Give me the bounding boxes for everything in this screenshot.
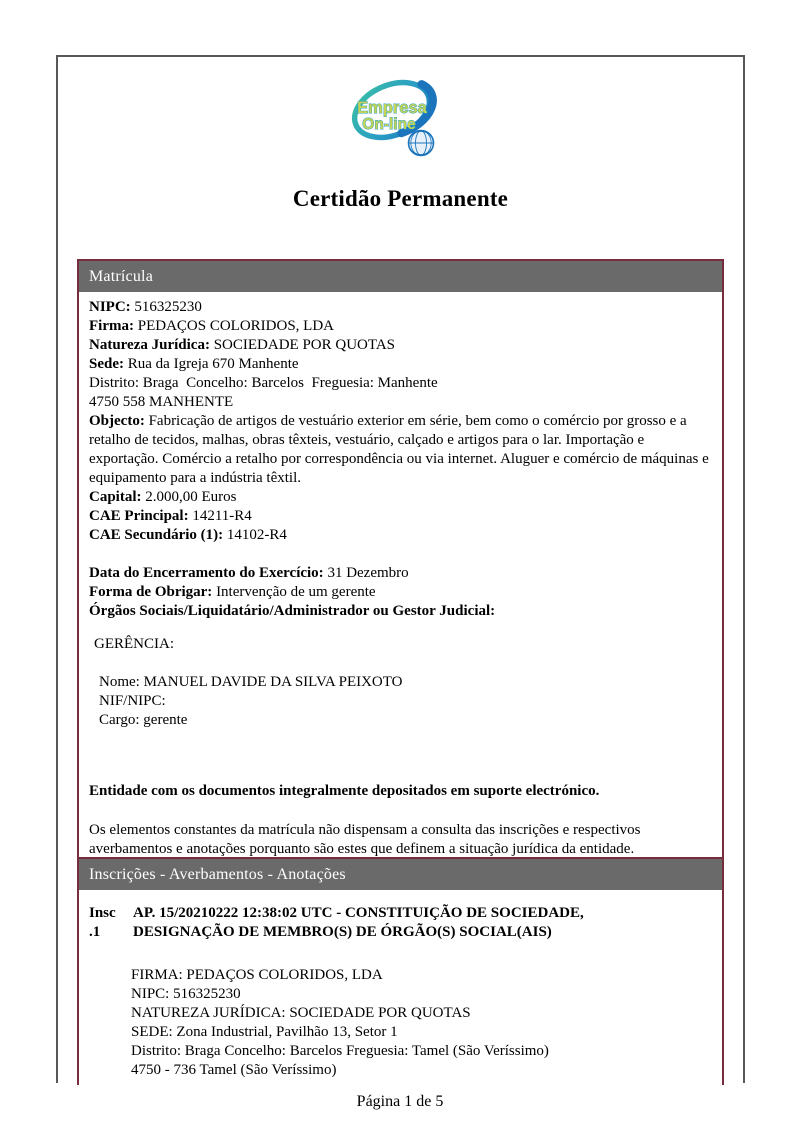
field-sede-label: Sede: xyxy=(89,356,124,372)
nota-elementos-matricula: Os elementos constantes da matrícula não dispensam a consulta das inscrições e respectivos averbamentos e anotações porquanto são estes que definem a situação jurídica da entidade. xyxy=(89,822,641,857)
field-capital-label: Capital: xyxy=(89,489,142,505)
field-capital-value: 2.000,00 Euros xyxy=(145,489,237,505)
field-nipc xyxy=(89,298,712,317)
field-nipc-value: 516325230 xyxy=(134,299,202,315)
inscricao-entry-title-line1: AP. 15/20210222 12:38:02 UTC - CONSTITUIÇÃO DE SOCIEDADE, xyxy=(133,905,584,921)
gerente-nif-nipc: NIF/NIPC: xyxy=(99,693,166,709)
field-firma-value: PEDAÇOS COLORIDOS, LDA xyxy=(137,318,335,334)
field-cae-secundario xyxy=(89,526,712,545)
detail-natureza-juridica: NATUREZA JURÍDICA: SOCIEDADE POR QUOTAS xyxy=(131,1005,471,1021)
inscricao-entry-id-line2: .1 xyxy=(89,924,101,940)
section-matricula xyxy=(77,259,724,859)
field-natureza-value: SOCIEDADE POR QUOTAS xyxy=(213,337,396,353)
section-inscricoes xyxy=(77,859,724,1085)
field-capital xyxy=(89,488,712,507)
logo-text-line1: Empresa xyxy=(356,99,427,117)
field-sede-value: Rua da Igreja 670 Manhente xyxy=(127,356,299,372)
field-cae-principal-value: 14211-R4 xyxy=(192,508,252,524)
field-sede xyxy=(89,355,712,374)
field-forma-obrigar-value: Intervenção de um gerente xyxy=(216,584,376,600)
logo-text-line2: On-line xyxy=(361,116,416,133)
globe-icon xyxy=(408,131,433,156)
field-objecto xyxy=(89,412,712,488)
field-cae-principal xyxy=(89,507,712,526)
inscricao-entry-title xyxy=(133,904,584,942)
inscricao-entry xyxy=(89,890,712,942)
inscricoes-body xyxy=(79,890,722,1085)
gerente-nome: Nome: MANUEL DAVIDE DA SILVA PEIXOTO xyxy=(99,674,403,690)
detail-distrito-concelho-freguesia: Distrito: Braga Concelho: Barcelos Freguesia: Tamel (São Veríssimo) xyxy=(131,1043,549,1059)
field-distrito-concelho-freguesia: Distrito: Braga Concelho: Barcelos Freguesia: Manhente xyxy=(89,375,438,391)
inscricao-entry-id xyxy=(89,904,133,942)
field-encerramento-label: Data do Encerramento do Exercício: xyxy=(89,565,324,581)
field-cae-secundario-value: 14102-R4 xyxy=(226,527,287,543)
field-firma xyxy=(89,317,712,336)
field-natureza-label: Natureza Jurídica: xyxy=(89,337,210,353)
field-orgaos-sociais-label: Órgãos Sociais/Liquidatário/Administrador ou Gestor Judicial: xyxy=(89,603,496,619)
field-codigo-postal: 4750 558 MANHENTE xyxy=(89,394,234,410)
empresa-online-logo xyxy=(345,73,457,169)
detail-firma: FIRMA: PEDAÇOS COLORIDOS, LDA xyxy=(131,967,383,983)
detail-sede: SEDE: Zona Industrial, Pavilhão 13, Setor 1 xyxy=(131,1024,398,1040)
gerente-cargo: Cargo: gerente xyxy=(99,712,188,728)
field-forma-obrigar xyxy=(89,583,712,602)
field-cae-principal-label: CAE Principal: xyxy=(89,508,189,524)
inscricao-entry-title-line2: DESIGNAÇÃO DE MEMBRO(S) DE ÓRGÃO(S) SOCIAL(AIS) xyxy=(133,924,552,940)
detail-codigo-postal: 4750 - 736 Tamel (São Veríssimo) xyxy=(131,1062,337,1078)
field-orgaos-sociais xyxy=(89,602,712,621)
field-nipc-label: NIPC: xyxy=(89,299,131,315)
detail-nipc: NIPC: 516325230 xyxy=(131,986,241,1002)
gerencia-heading: GERÊNCIA: xyxy=(94,636,174,652)
matricula-body xyxy=(79,292,722,857)
field-natureza-juridica xyxy=(89,336,712,355)
page-title: Certidão Permanente xyxy=(292,186,509,211)
field-cae-secundario-label: CAE Secundário (1): xyxy=(89,527,224,543)
field-objecto-value: Fabricação de artigos de vestuário exterior em série, bem como o comércio por grosso e a retalho de tecidos, malhas, obras têxteis, vestuário, calçado e artigos para o lar. Importação e exportação. Comércio a retalho por correspondência ou via internet. Aluguer e comércio de máquinas e equipamento para a indústria têxtil. xyxy=(89,413,709,486)
section-header-inscricoes: Inscrições - Averbamentos - Anotações xyxy=(79,859,722,890)
field-forma-obrigar-label: Forma de Obrigar: xyxy=(89,584,213,600)
inscricao-entry-id-line1: Insc xyxy=(89,905,116,921)
inscricao-entry-details xyxy=(89,966,712,1080)
gerente-block xyxy=(89,673,712,730)
field-encerramento-exercicio xyxy=(89,564,712,583)
empresa-online-logo-svg xyxy=(345,73,457,169)
document-page-border xyxy=(56,55,745,1083)
field-objecto-label: Objecto: xyxy=(89,413,145,429)
nota-documentos-electronicos: Entidade com os documentos integralmente depositados em suporte electrónico. xyxy=(89,783,600,799)
section-header-matricula: Matrícula xyxy=(79,261,722,292)
sections-container xyxy=(77,259,724,1085)
field-firma-label: Firma: xyxy=(89,318,134,334)
field-encerramento-value: 31 Dezembro xyxy=(327,565,409,581)
footer-page-number: Página 1 de 5 xyxy=(356,1093,444,1110)
